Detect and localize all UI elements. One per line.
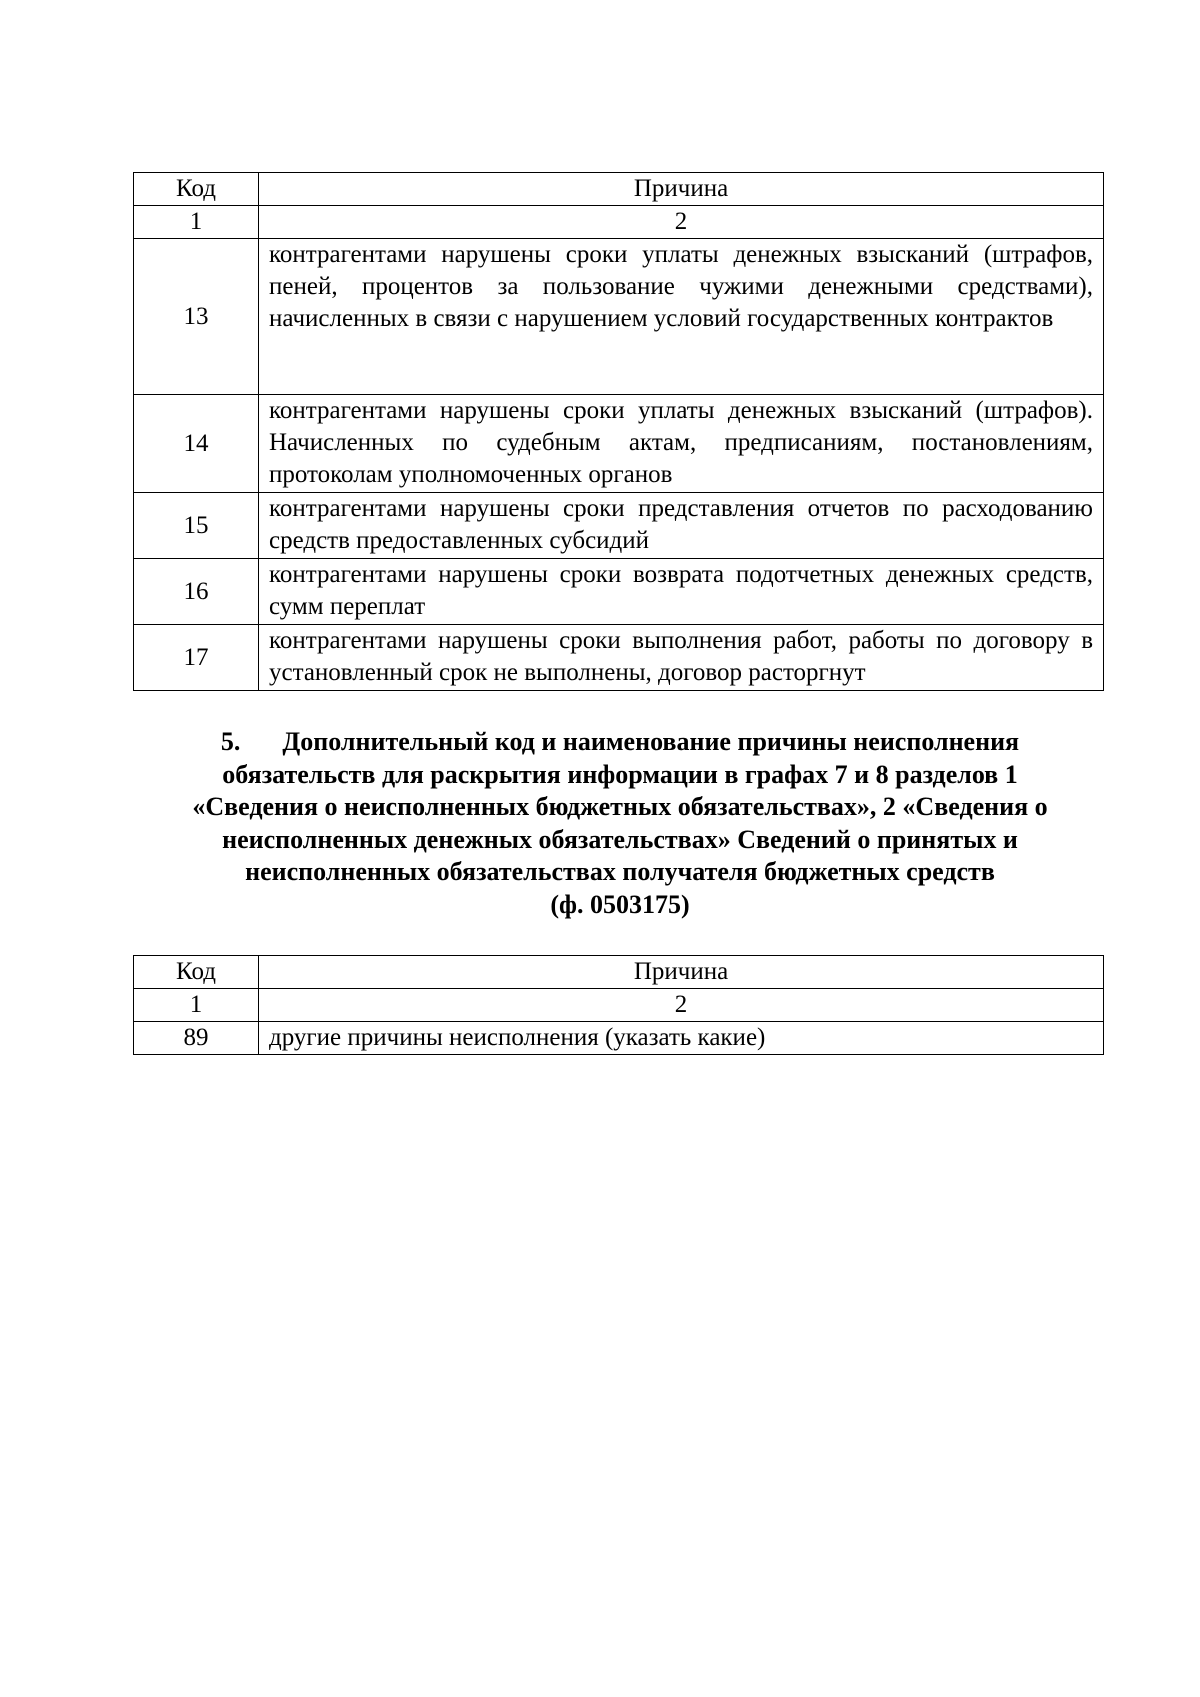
reasons-table-2	[133, 955, 1104, 1055]
row-reason: контрагентами нарушены сроки уплаты денежных взысканий (штрафов, пеней, процентов за пользование чужими денежными средствами), начисленных в связи с нарушением условий государственных контрактов	[259, 239, 1104, 395]
table-header-row	[134, 173, 1104, 206]
header-reason: Причина	[259, 956, 1104, 989]
row-code: 89	[134, 1022, 259, 1055]
row-reason: контрагентами нарушены сроки представления отчетов по расходованию средств предоставленных субсидий	[259, 493, 1104, 559]
section-5-heading	[150, 726, 1090, 921]
column-number-reason: 2	[259, 206, 1104, 239]
header-code: Код	[134, 956, 259, 989]
section-number: 5.	[220, 727, 241, 756]
table-header-row	[134, 956, 1104, 989]
table-row	[134, 625, 1104, 691]
column-number-reason: 2	[259, 989, 1104, 1022]
table-row	[134, 1022, 1104, 1055]
section-title-line-2: обязательств для раскрытия информации в графах 7 и 8 разделов 1	[222, 759, 1018, 789]
row-code: 16	[134, 559, 259, 625]
header-code: Код	[134, 173, 259, 206]
row-reason: контрагентами нарушены сроки выполнения работ, работы по договору в установленный срок не выполнены, договор расторгнут	[259, 625, 1104, 691]
row-reason: контрагентами нарушены сроки возврата подотчетных денежных средств, сумм переплат	[259, 559, 1104, 625]
section-title-line-1: Дополнительный код и наименование причины неисполнения	[282, 727, 1020, 756]
column-number-code: 1	[134, 989, 259, 1022]
table-row	[134, 559, 1104, 625]
row-code: 13	[134, 239, 259, 395]
reasons-table-1	[133, 172, 1104, 691]
section-title-line-4: неисполненных денежных обязательствах» Сведений о принятых и	[222, 824, 1018, 854]
table-row	[134, 493, 1104, 559]
table-numbering-row	[134, 206, 1104, 239]
row-code: 17	[134, 625, 259, 691]
section-heading-line	[150, 726, 1090, 759]
table-row	[134, 239, 1104, 395]
table-row	[134, 395, 1104, 493]
section-title-line-6: (ф. 0503175)	[550, 889, 690, 919]
row-reason: контрагентами нарушены сроки уплаты денежных взысканий (штрафов). Начисленных по судебным актам, предписаниям, постановлениям, протоколам уполномоченных органов	[259, 395, 1104, 493]
section-title-line-3: «Сведения о неисполненных бюджетных обязательствах», 2 «Сведения о	[192, 792, 1048, 821]
table-numbering-row	[134, 989, 1104, 1022]
row-reason: другие причины неисполнения (указать какие)	[259, 1022, 1104, 1055]
section-title-line-5: неисполненных обязательствах получателя бюджетных средств	[245, 857, 995, 886]
header-reason: Причина	[259, 173, 1104, 206]
column-number-code: 1	[134, 206, 259, 239]
row-code: 15	[134, 493, 259, 559]
row-code: 14	[134, 395, 259, 493]
